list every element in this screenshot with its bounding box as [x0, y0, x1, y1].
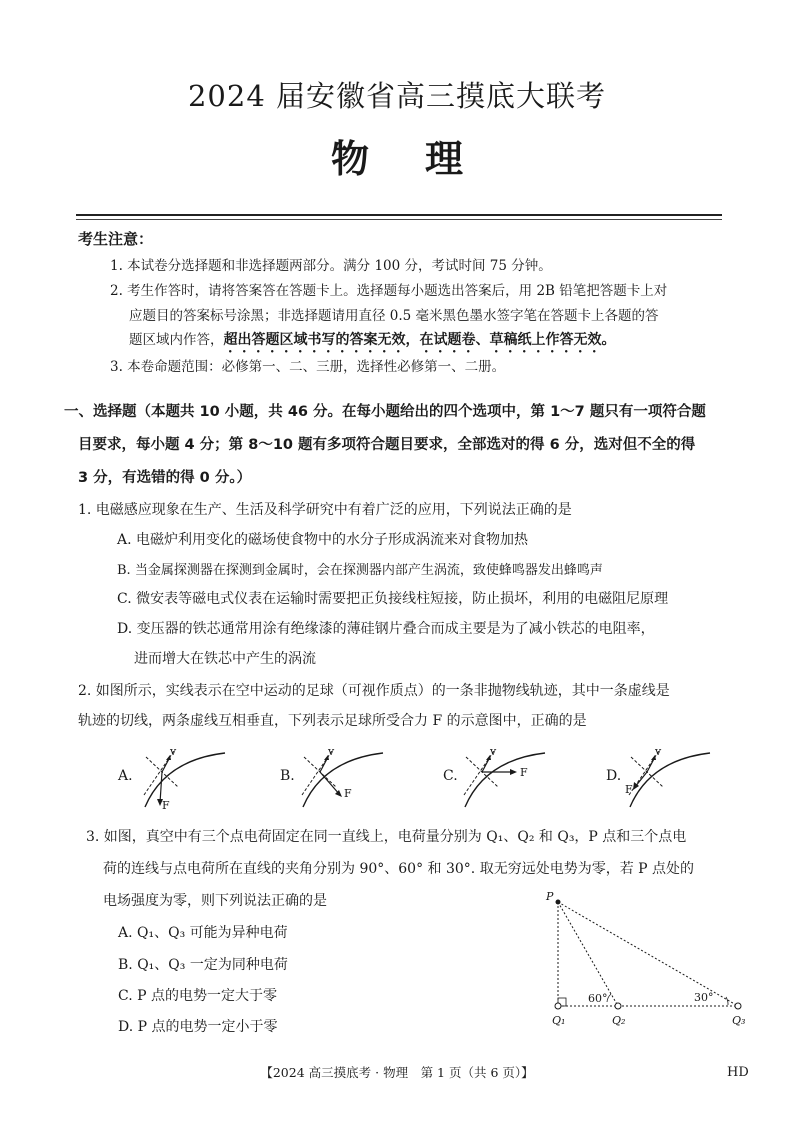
q2-figure-c-label: C.	[443, 768, 458, 784]
force-label: F	[344, 787, 352, 800]
velocity-label: v	[490, 745, 497, 758]
angle-30-label: 30°	[694, 991, 714, 1004]
notice-item-3: 3. 本卷命题范围：必修第一、二、三册，选择性必修第一、二册。	[110, 359, 506, 375]
notice-item-1: 1. 本试卷分选择题和非选择题两部分。满分 100 分，考试时间 75 分钟。	[110, 258, 552, 274]
footer-code: HD	[727, 1065, 749, 1080]
exam-title: 2024 届安徽省高三摸底大联考	[187, 79, 607, 113]
force-label: F	[162, 799, 170, 812]
q2-figure-d-label: D.	[606, 768, 622, 784]
page-footer: 【2024 高三摸底考 · 物理 第 1 页（共 6 页）】	[260, 1065, 534, 1080]
q1-option-c: C. 微安表等磁电式仪表在运输时需要把正负接线柱短接，防止损坏，利用的电磁阻尼原理	[117, 591, 669, 607]
header-divider-thin	[76, 219, 722, 220]
q1-option-b: B. 当金属探测器在探测到金属时，会在探测器内部产生涡流，致使蜂鸣器发出蜂鸣声	[117, 563, 603, 578]
q3-stem-line-2: 荷的连线与点电荷所在直线的夹角分别为 90°、60° 和 30°. 取无穷远处电势为零，若 P 点处的	[103, 861, 695, 877]
section-header-line-3: 3 分，有选错的得 0 分。）	[78, 470, 252, 486]
q1-option-d: D. 变压器的铁芯通常用涂有绝缘漆的薄硅钢片叠合而成主要是为了减小铁芯的电阻率，	[117, 621, 655, 637]
q3-option-a: A. Q₁、Q₃ 可能为异种电荷	[118, 925, 288, 941]
charge-q2-label: Q₂	[612, 1014, 626, 1027]
notice-item-2-tail: 题区域内作答，	[129, 332, 224, 348]
q3-charge-figure	[540, 890, 760, 1040]
q2-figure-c	[460, 745, 550, 815]
q2-figure-b	[298, 745, 388, 815]
notice-emphasis: 超出答题区域书写的答案无效，在试题卷、草稿纸上作答无效。	[223, 332, 616, 348]
point-p-label: P	[546, 890, 554, 903]
q2-figure-a-label: A.	[118, 768, 133, 784]
q3-option-d: D. P 点的电势一定小于零	[118, 1019, 278, 1035]
charge-q3-label: Q₃	[732, 1014, 746, 1027]
q2-figure-d	[625, 745, 715, 815]
notice-item-2-end	[129, 328, 616, 356]
q3-stem-line-1: 3. 如图，真空中有三个点电荷固定在同一直线上，电荷量分别为 Q₁、Q₂ 和 Q₃，P 点和三个点电	[86, 829, 687, 845]
notice-item-2: 2. 考生作答时，请将答案答在答题卡上。选择题每小题选出答案后，用 2B 铅笔把答题卡上对	[110, 283, 668, 299]
q2-stem-line-2: 轨迹的切线，两条虚线互相垂直，下列表示足球所受合力 F 的示意图中，正确的是	[78, 713, 587, 729]
q2-stem-line-1: 2. 如图所示，实线表示在空中运动的足球（可视作质点）的一条非抛物线轨迹，其中一条虚线是	[78, 683, 670, 699]
velocity-label: v	[328, 745, 335, 758]
force-label: F	[625, 783, 633, 796]
velocity-label: v	[655, 745, 662, 758]
notice-item-2-cont: 应题目的答案标号涂黑；非选择题请用直径 0.5 毫米黑色墨水签字笔在答题卡上各题的答	[129, 308, 659, 324]
section-header-line-2: 目要求，每小题 4 分；第 8～10 题有多项符合题目要求，全部选对的得 6 分，选对但不全的得	[78, 437, 696, 453]
header-divider	[76, 214, 722, 216]
velocity-label: v	[170, 745, 177, 758]
q2-figure-b-label: B.	[280, 768, 295, 784]
q3-option-c: C. P 点的电势一定大于零	[118, 988, 277, 1004]
q2-figure-a	[140, 745, 230, 815]
subject-title: 物理	[330, 136, 519, 181]
q3-stem-line-3: 电场强度为零，则下列说法正确的是	[103, 893, 327, 909]
q1-stem: 1. 电磁感应现象在生产、生活及科学研究中有着广泛的应用，下列说法正确的是	[78, 502, 572, 518]
force-label: F	[520, 766, 528, 779]
q3-option-b: B. Q₁、Q₃ 一定为同种电荷	[118, 957, 288, 973]
section-header-line-1: 一、选择题（本题共 10 小题，共 46 分。在每小题给出的四个选项中，第 1～7 题只有一项符合题	[64, 404, 706, 420]
angle-60-label: 60°	[588, 992, 608, 1005]
q1-option-a: A. 电磁炉利用变化的磁场使食物中的水分子形成涡流来对食物加热	[117, 532, 529, 548]
charge-q1-label: Q₁	[552, 1014, 566, 1027]
q1-option-d-cont: 进而增大在铁芯中产生的涡流	[134, 651, 316, 667]
notice-heading: 考生注意：	[78, 230, 154, 248]
